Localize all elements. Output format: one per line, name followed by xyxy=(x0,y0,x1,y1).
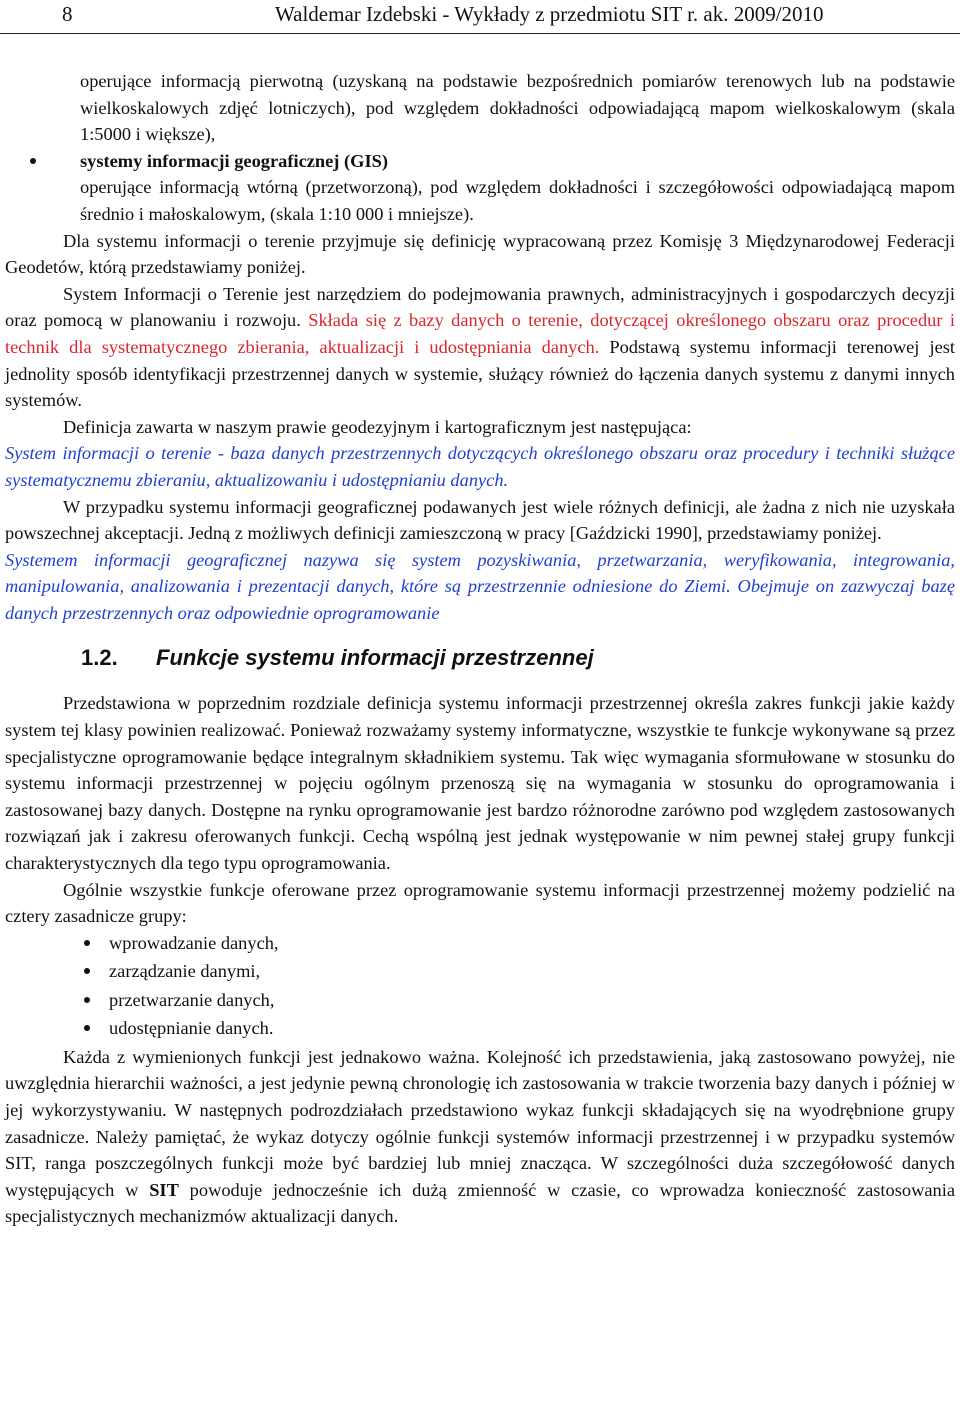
paragraph-fig-definition: Dla systemu informacji o terenie przyjmuje się definicję wypracowaną przez Komisję 3 Międzynarodowej Federacji Geodetów, którą przedstawiamy poniżej. xyxy=(5,230,955,278)
list-item: zarządzanie danymi, xyxy=(5,958,955,987)
bullet-icon xyxy=(30,158,36,164)
sit-def-highlight: Składa się z bazy danych o terenie, dotyczącej określonego obszaru oraz procedur i technik dla systematycznego zbierania, aktualizacji i udostępniania danych. xyxy=(5,310,955,357)
bullet-icon xyxy=(84,968,90,974)
list-item: przetwarzanie danych, xyxy=(5,987,955,1016)
paragraph-gis-intro: W przypadku systemu informacji geograficznej podawanych jest wiele różnych definicji, ale żadna z nich nie uzyskała powszechnej akceptacji. Jedną z możliwych definicji zamieszczoną w pracy [Gaździcki 1990], przedstawiamy poniżej. xyxy=(5,496,955,544)
running-title: Waldemar Izdebski - Wykłady z przedmiotu SIT r. ak. 2009/2010 xyxy=(275,2,824,26)
gis-definition-text: Systemem informacji geograficznej nazywa się system pozyskiwania, przetwarzania, weryfikowania, integrowania, manipulowania, analizowania i prezentacji danych, które są przestrzennie odniesione do Ziemi. Obejmuje on zazwyczaj bazę danych przestrzennych oraz odpowiednie oprogramowanie xyxy=(5,549,955,623)
section-heading xyxy=(5,644,955,672)
s3-text-b: powoduje jednocześnie ich dużą zmienność w czasie, co wprowadza konieczność zastosowania specjalistycznych mechanizmów aktualizacji danych. xyxy=(5,1179,956,1227)
paragraph-sit-definition xyxy=(5,281,955,414)
intro-block: operujące informacją pierwotną (uzyskaną na podstawie bezpośrednich pomiarów terenowych lub na podstawie wielkoskalowych zdjęć lotniczych), pod względem dokładności odpowiadającą mapom wielkoskalowym (skala 1:5000 i większe), xyxy=(80,71,955,145)
bullet-icon xyxy=(84,1025,90,1031)
law-definition xyxy=(5,440,955,493)
section-paragraph-3 xyxy=(5,1044,955,1230)
paragraph-law-intro: Definicja zawarta w naszym prawie geodezyjnym i kartograficznym jest następująca: xyxy=(63,416,692,437)
document-body xyxy=(5,68,955,1230)
header-rule xyxy=(0,33,960,34)
bullet-gis-title: systemy informacji geograficznej (GIS) xyxy=(80,150,388,171)
section-paragraph-1: Przedstawiona w poprzednim rozdziale definicja systemu informacji przestrzennej określa zakres funkcji jakie każdy system tej klasy powinien realizować. Ponieważ rozważamy systemy informatyczne, wszystkie te funkcje wykonywane są przez specjalistyczne oprogramowanie będące integralnym składnikiem systemu. Tak więc wymagania sformułowane w stosunku do systemu informacji przestrzennej w pojęciu ogólnym przenoszą się na wymagania w stosunku do oprogramowania i zastosowanej bazy danych. Dostępne na rynku oprogramowanie jest bardzo różnorodne zarówno pod względem zastosowanych rozwiązań jak i zakresu oferowanych funkcji. Cechą wspólną jest jednak występowanie w nim pewnej stałej grupy funkcji charakterystycznych dla tego typu oprogramowania. xyxy=(5,693,955,874)
law-definition-text: System informacji o terenie - baza danych przestrzennych dotyczących określonego obszaru oraz procedury i techniki służące systematycznemu zbieraniu, aktualizowaniu i udostępnianiu danych. xyxy=(5,443,955,490)
list-item: udostępnianie danych. xyxy=(5,1015,955,1044)
page-number: 8 xyxy=(62,2,73,26)
page-header xyxy=(0,0,960,30)
bullet-icon xyxy=(84,997,90,1003)
section-number: 1.2. xyxy=(81,645,118,671)
sit-def-text-a: System Informacji o Terenie jest narzędziem do podejmowania prawnych, administracyjnych i gospodarczych decyzji oraz pomocą w planowaniu i rozwoju. xyxy=(5,283,955,331)
s3-text-a: Każda z wymienionych funkcji jest jednakowo ważna. Kolejność ich przedstawienia, jaką zastosowano powyżej, nie uwzględnia hierarchii ważności, a jest jedynie pewną chronologię ich zastosowania w trakcie tworzenia bazy danych i później w jej wykorzystywaniu. W następnych podrozdziałach przedstawiono wykaz funkcji składających się na wyodrębnione grupy zasadnicze. Należy pamiętać, że wykaz dotyczy ogólnie funkcji systemów informacji przestrzennej i w przypadku systemów SIT, ranga poszczególnych funkcji może być bardziej lub mniej znacząca. W szczególności duża szczegółowość danych występujących w xyxy=(5,1046,955,1200)
section-title: Funkcje systemu informacji przestrzennej xyxy=(156,645,594,671)
sit-def-text-b: Podstawą systemu informacji terenowej jest jednolity sposób identyfikacji przestrzennej danych w systemie, służący również do łączenia danych systemu z danymi innych systemów. xyxy=(5,336,955,411)
gis-definition xyxy=(5,547,955,627)
section-paragraph-2: Ogólnie wszystkie funkcje oferowane przez oprogramowanie systemu informacji przestrzennej możemy podzielić na cztery zasadnicze grupy: xyxy=(5,879,955,927)
list-item: wprowadzanie danych, xyxy=(5,930,955,959)
bullet-gis xyxy=(5,148,955,228)
function-groups-list xyxy=(5,930,955,1044)
bullet-icon xyxy=(84,940,90,946)
bullet-gis-text: operujące informacją wtórną (przetworzoną), pod względem dokładności i szczegółowości odpowiadającą mapom średnio i małoskalowym, (skala 1:10 000 i mniejsze). xyxy=(80,177,955,224)
s3-bold: SIT xyxy=(149,1179,179,1200)
